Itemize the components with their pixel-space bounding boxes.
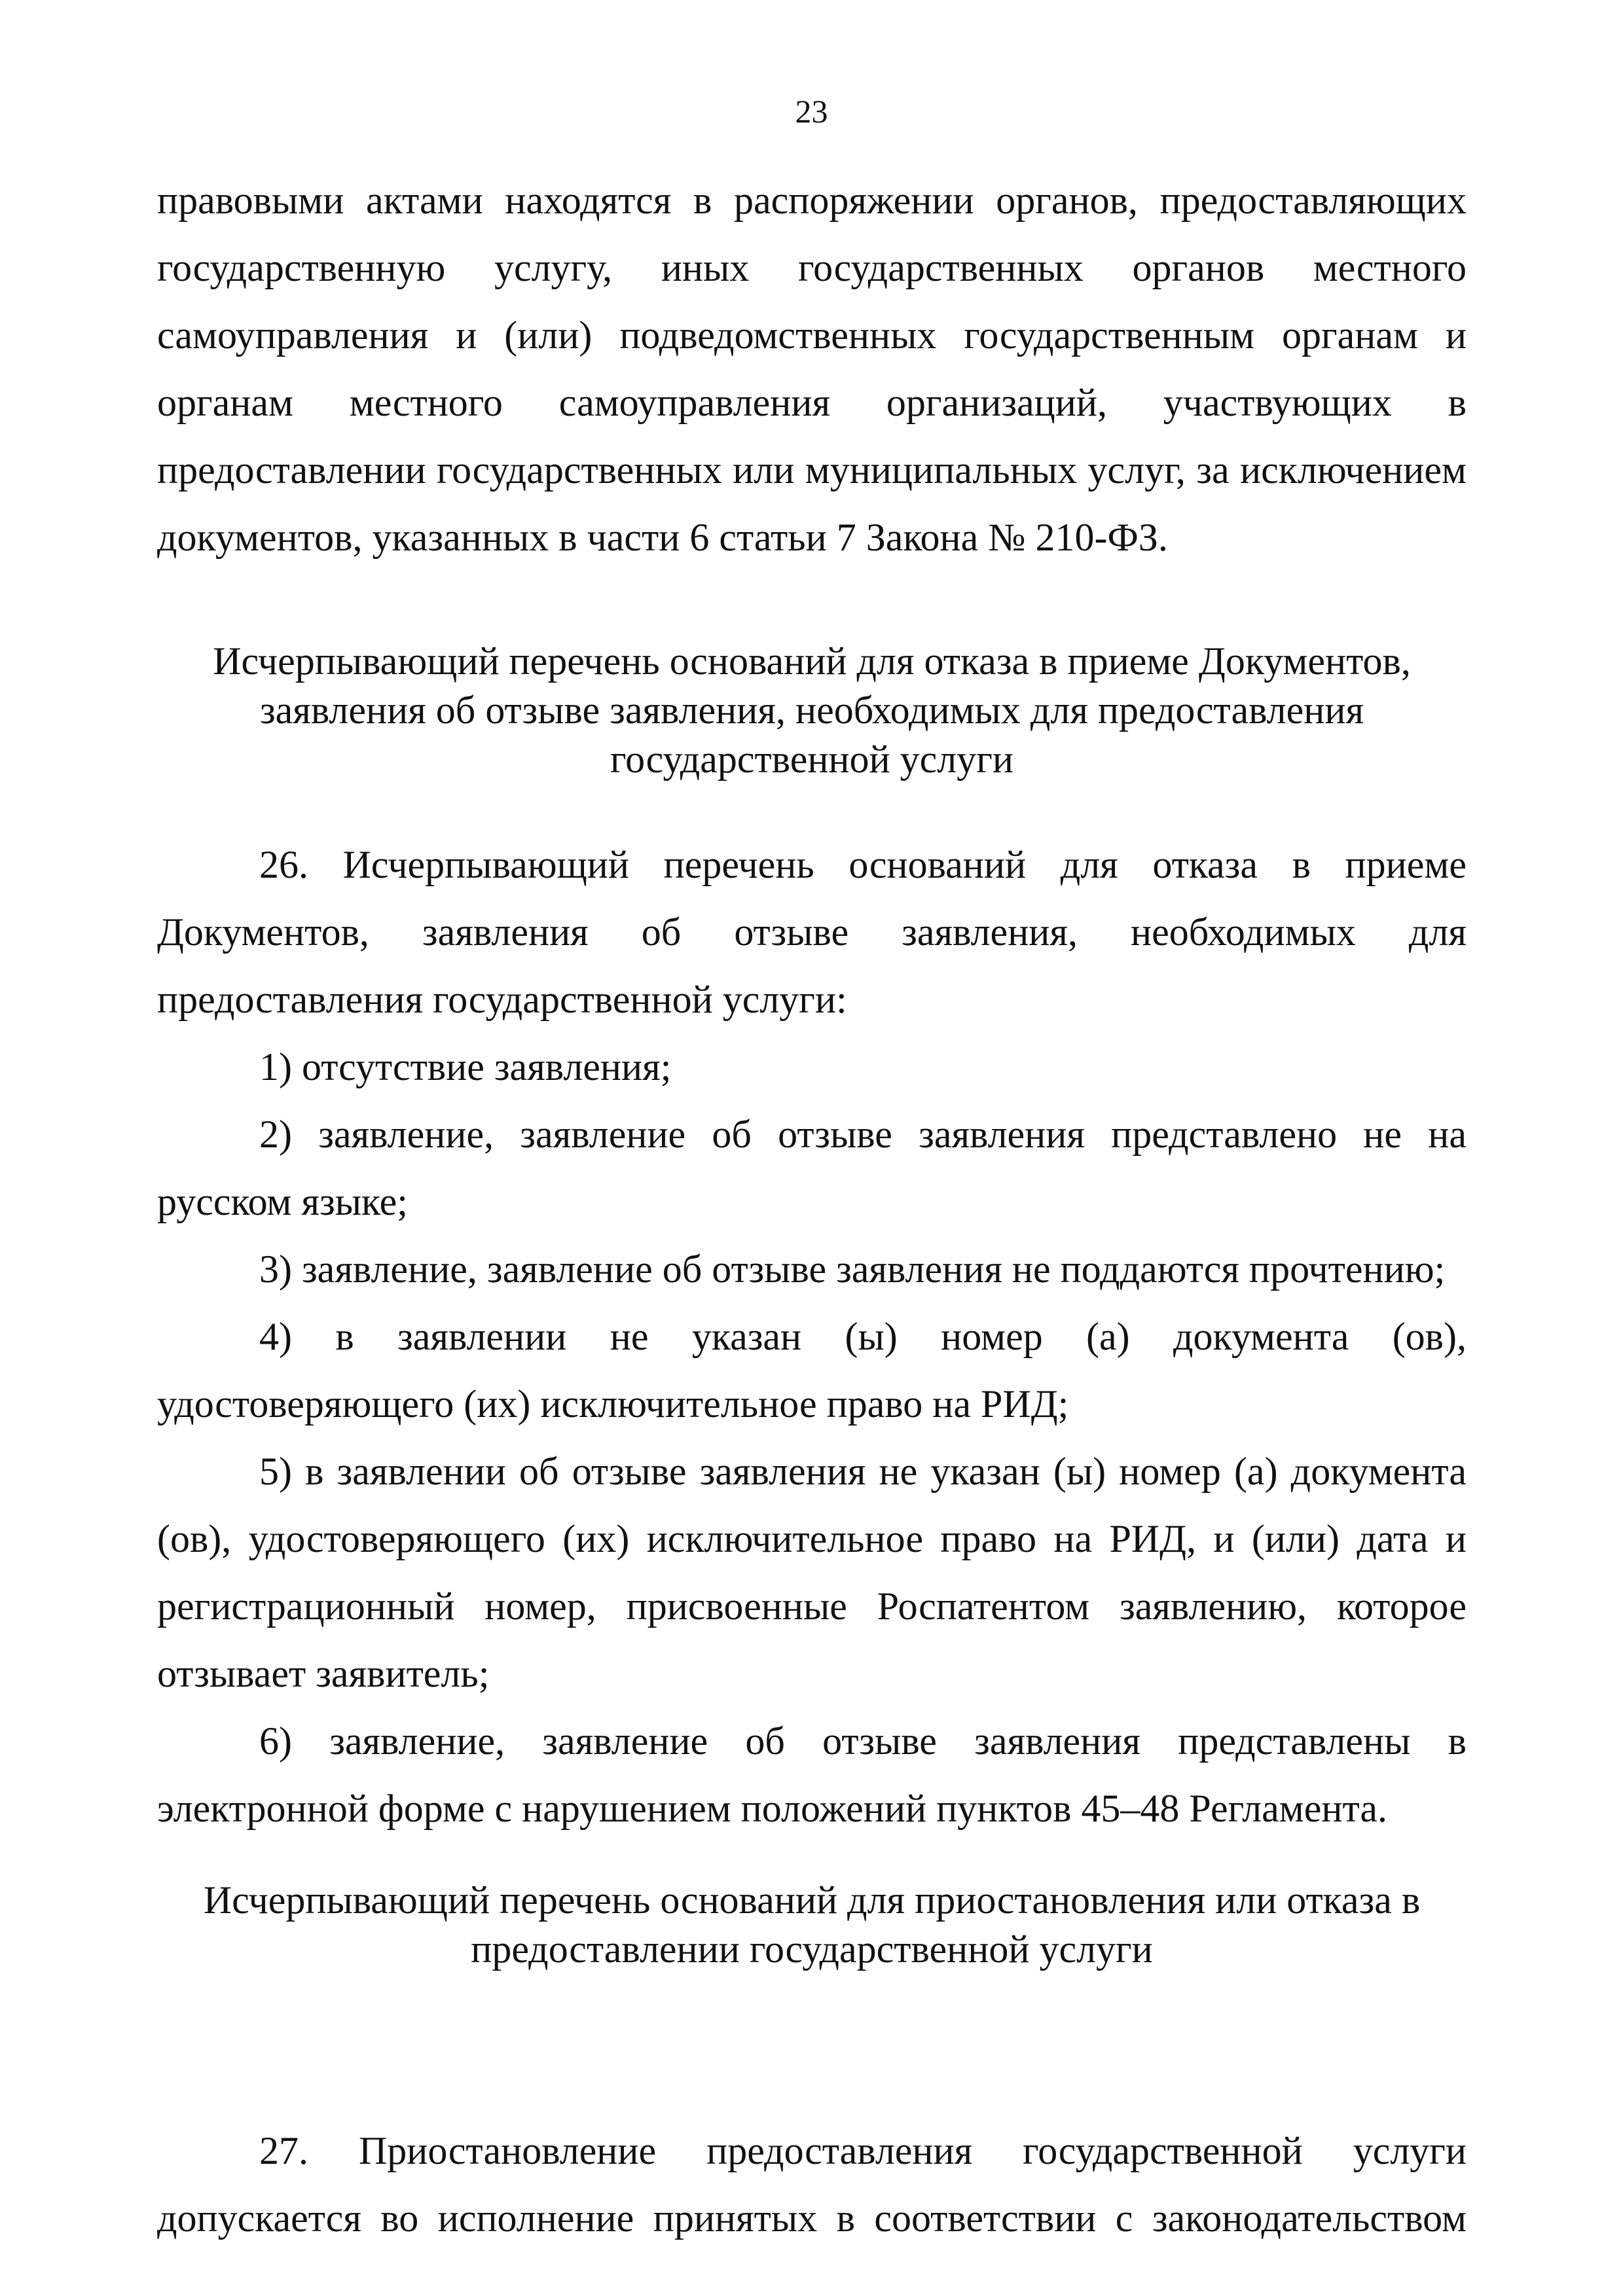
heading-line: Исчерпывающий перечень оснований для приостановления или отказа в xyxy=(203,1878,1421,1922)
heading-line: Исчерпывающий перечень оснований для отказа в приеме Документов, xyxy=(213,639,1411,683)
list-item: 3) заявление, заявление об отзыве заявления не поддаются прочтению; xyxy=(259,1247,1446,1291)
list-item: 6) заявление, заявление об отзыве заявления представлены в электронной форме с нарушением положений пунктов 45–48 Регламента. xyxy=(157,1719,1467,1830)
page-number: 23 xyxy=(795,93,828,130)
intro-paragraph: правовыми актами находятся в распоряжении органов, предоставляющих государственную услугу, иных государственных органов местного самоуправления и (или) подведомственных государственным органам и органам местного самоуправления организаций, участвующих в предоставлении государственных или муниципальных услуг, за исключением документов, указанных в части 6 статьи 7 Закона № 210-ФЗ. xyxy=(157,179,1467,559)
section-heading-suspension-refusal xyxy=(157,1876,1467,1974)
paragraph-27-intro: 27. Приостановление предоставления государственной услуги допускается во исполнение принятых в соответствии с законодательством xyxy=(157,2129,1467,2240)
list-item: 1) отсутствие заявления; xyxy=(259,1045,672,1088)
section-27 xyxy=(157,2117,1467,2252)
list-item: 5) в заявлении об отзыве заявления не указан (ы) номер (а) документа (ов), удостоверяющего (их) исключительное право на РИД, и (или) дата и регистрационный номер, присвоенные Роспатентом заявлению, которое отзывает заявитель; xyxy=(157,1450,1467,1695)
paragraph-26-intro: 26. Исчерпывающий перечень оснований для отказа в приеме Документов, заявления об отзыве заявления, необходимых для предоставления государственной услуги: xyxy=(157,843,1467,1021)
section-26 xyxy=(157,831,1467,1842)
list-item: 4) в заявлении не указан (ы) номер (а) документа (ов), удостоверяющего (их) исключительное право на РИД; xyxy=(157,1315,1467,1426)
heading-line: государственной услуги xyxy=(610,738,1013,781)
heading-line: предоставлении государственной услуги xyxy=(471,1928,1153,1971)
intro-paragraph-block xyxy=(157,167,1467,571)
heading-line: заявления об отзыве заявления, необходимых для предоставления xyxy=(259,689,1364,732)
section-heading-refusal-acceptance xyxy=(157,637,1467,784)
list-item: 2) заявление, заявление об отзыве заявления представлено не на русском языке; xyxy=(157,1113,1467,1223)
